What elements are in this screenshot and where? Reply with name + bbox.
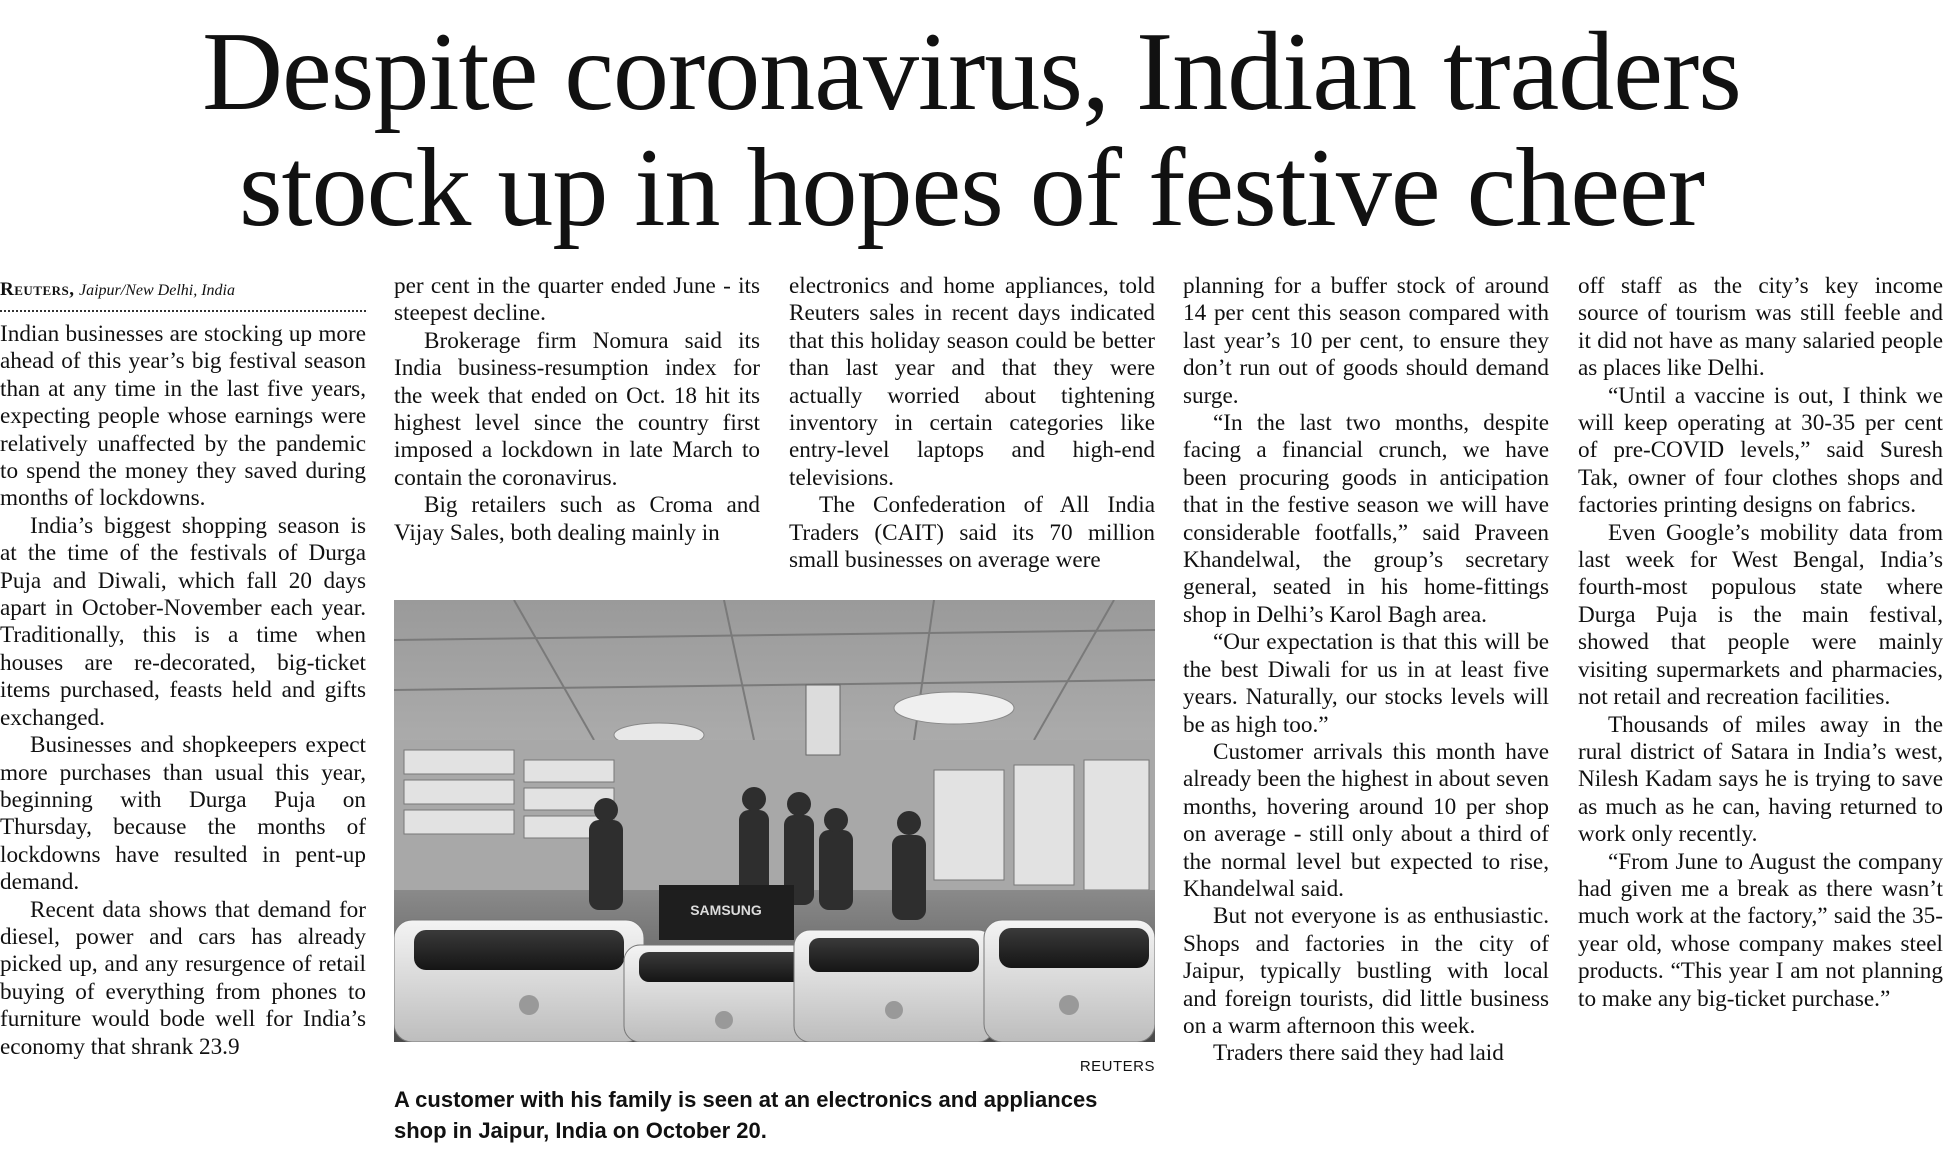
paragraph: Brokerage firm Nomura said its India business-resumption index for the week that ended on Oct. 18 hit its highest level since the country first imposed a lockdown in late March to contain the coronavirus. — [394, 327, 760, 491]
paragraph: Recent data shows that demand for diesel, power and cars has already picked up, and any resurgence of retail buying of everything from phones to furniture would bode well for India’s economy that shrank 23.9 — [0, 896, 366, 1060]
paragraph: electronics and home appliances, told Reuters sales in recent days indicated that this holiday season could be better than last year and that they were actually worried about tightening inventory in certain categories like entry-level laptops and high-end televisions. — [789, 273, 1155, 491]
paragraph: “In the last two months, despite facing a financial crunch, we have been procuring goods in anticipation that in the festive season we will have considerable footfalls,” said Praveen Khandelwal, the group’s secretary general, seated in his home-fittings shop in Delhi’s Karol Bagh area. — [1183, 410, 1549, 628]
paragraph: The Confederation of All India Traders (CAIT) said its 70 million small businesses on average were — [789, 492, 1155, 574]
article-column-2 — [394, 273, 760, 547]
paragraph: “Until a vaccine is out, I think we will keep operating at 30-35 per cent of pre-COVID levels,” said Suresh Tak, owner of four clothes shops and factories printing designs on fabrics. — [1578, 382, 1943, 519]
photo-caption: A customer with his family is seen at an electronics and appliances shop in Jaipur, India on October 20. — [394, 1087, 1098, 1143]
byline — [0, 278, 366, 312]
paragraph: per cent in the quarter ended June - its steepest decline. — [394, 273, 760, 327]
paragraph: But not everyone is as enthusiastic. Shops and factories in the city of Jaipur, typically bustling with local and foreign tourists, did little business on a warm afternoon this week. — [1183, 903, 1549, 1039]
paragraph: Customer arrivals this month have already been the highest in about seven months, hovering around 10 per shop on average - still only about a third of the normal level but expected to rise, Khandelwal said. — [1183, 738, 1549, 902]
paragraph: Traders there said they had laid — [1213, 1040, 1504, 1067]
paragraph: India’s biggest shopping season is at the time of the festivals of Durga Puja and Diwali, which fall 20 days apart in October-November each year. Traditionally, this is a time when houses are re-decorated, big-ticket items purchased, feasts held and gifts exchanged. — [0, 512, 366, 731]
paragraph: Even Google’s mobility data from last week for West Bengal, India’s fourth-most populous state where Durga Puja is the main festival, showed that people were mainly visiting supermarkets and pharmacies, not retail and recreation facilities. — [1578, 519, 1943, 711]
article-column-3 — [789, 273, 1155, 574]
paragraph: Indian businesses are stocking up more ahead of this year’s big festival season than at any time in the last five years, expecting people whose earnings were relatively unaffected by the pandemic to spend the money they saved during months of lockdowns. — [0, 321, 366, 512]
photo-credit: REUTERS — [1079, 1058, 1155, 1075]
paragraph: Thousands of miles away in the rural district of Satara in India’s west, Nilesh Kadam says he is trying to save as much as he can, having returned to work only recently. — [1578, 711, 1943, 848]
paragraph: Businesses and shopkeepers expect more purchases than usual this year, beginning with Durga Puja on Thursday, because the months of lockdowns have resulted in pent-up demand. — [0, 732, 366, 896]
paragraph: “From June to August the company had given me a break as there wasn’t much work at the factory,” said the 35-year old, whose company makes steel products. “This year I am not planning to make any big-ticket purchase.” — [1578, 848, 1943, 1012]
headline-line-1: Despite coronavirus, Indian traders — [202, 10, 1741, 134]
news-photo — [394, 600, 1155, 1042]
paragraph: “Our expectation is that this will be the best Diwali for us in at least five years. Naturally, our stocks levels will be as high too.” — [1183, 629, 1549, 738]
headline — [0, 10, 1943, 250]
article-column-5 — [1578, 273, 1943, 1013]
article-column-4 — [1183, 273, 1549, 1068]
paragraph: planning for a buffer stock of around 14 per cent this season compared with last year’s 10 per cent, to ensure they don’t run out of goods should demand surge. — [1183, 273, 1549, 409]
headline-line-2: stock up in hopes of festive cheer — [238, 126, 1705, 250]
paragraph: off staff as the city’s key income source of tourism was still feeble and it did not have as many salaried people as places like Delhi. — [1578, 273, 1943, 382]
store-interior-illustration — [394, 600, 1155, 1042]
byline-agency: Reuters, — [0, 279, 75, 300]
paragraph: Big retailers such as Croma and Vijay Sales, both dealing mainly in — [394, 492, 760, 546]
byline-location: Jaipur/New Delhi, India — [79, 282, 235, 299]
brand-label: SAMSUNG — [690, 902, 762, 918]
article-column-1 — [0, 321, 366, 1061]
